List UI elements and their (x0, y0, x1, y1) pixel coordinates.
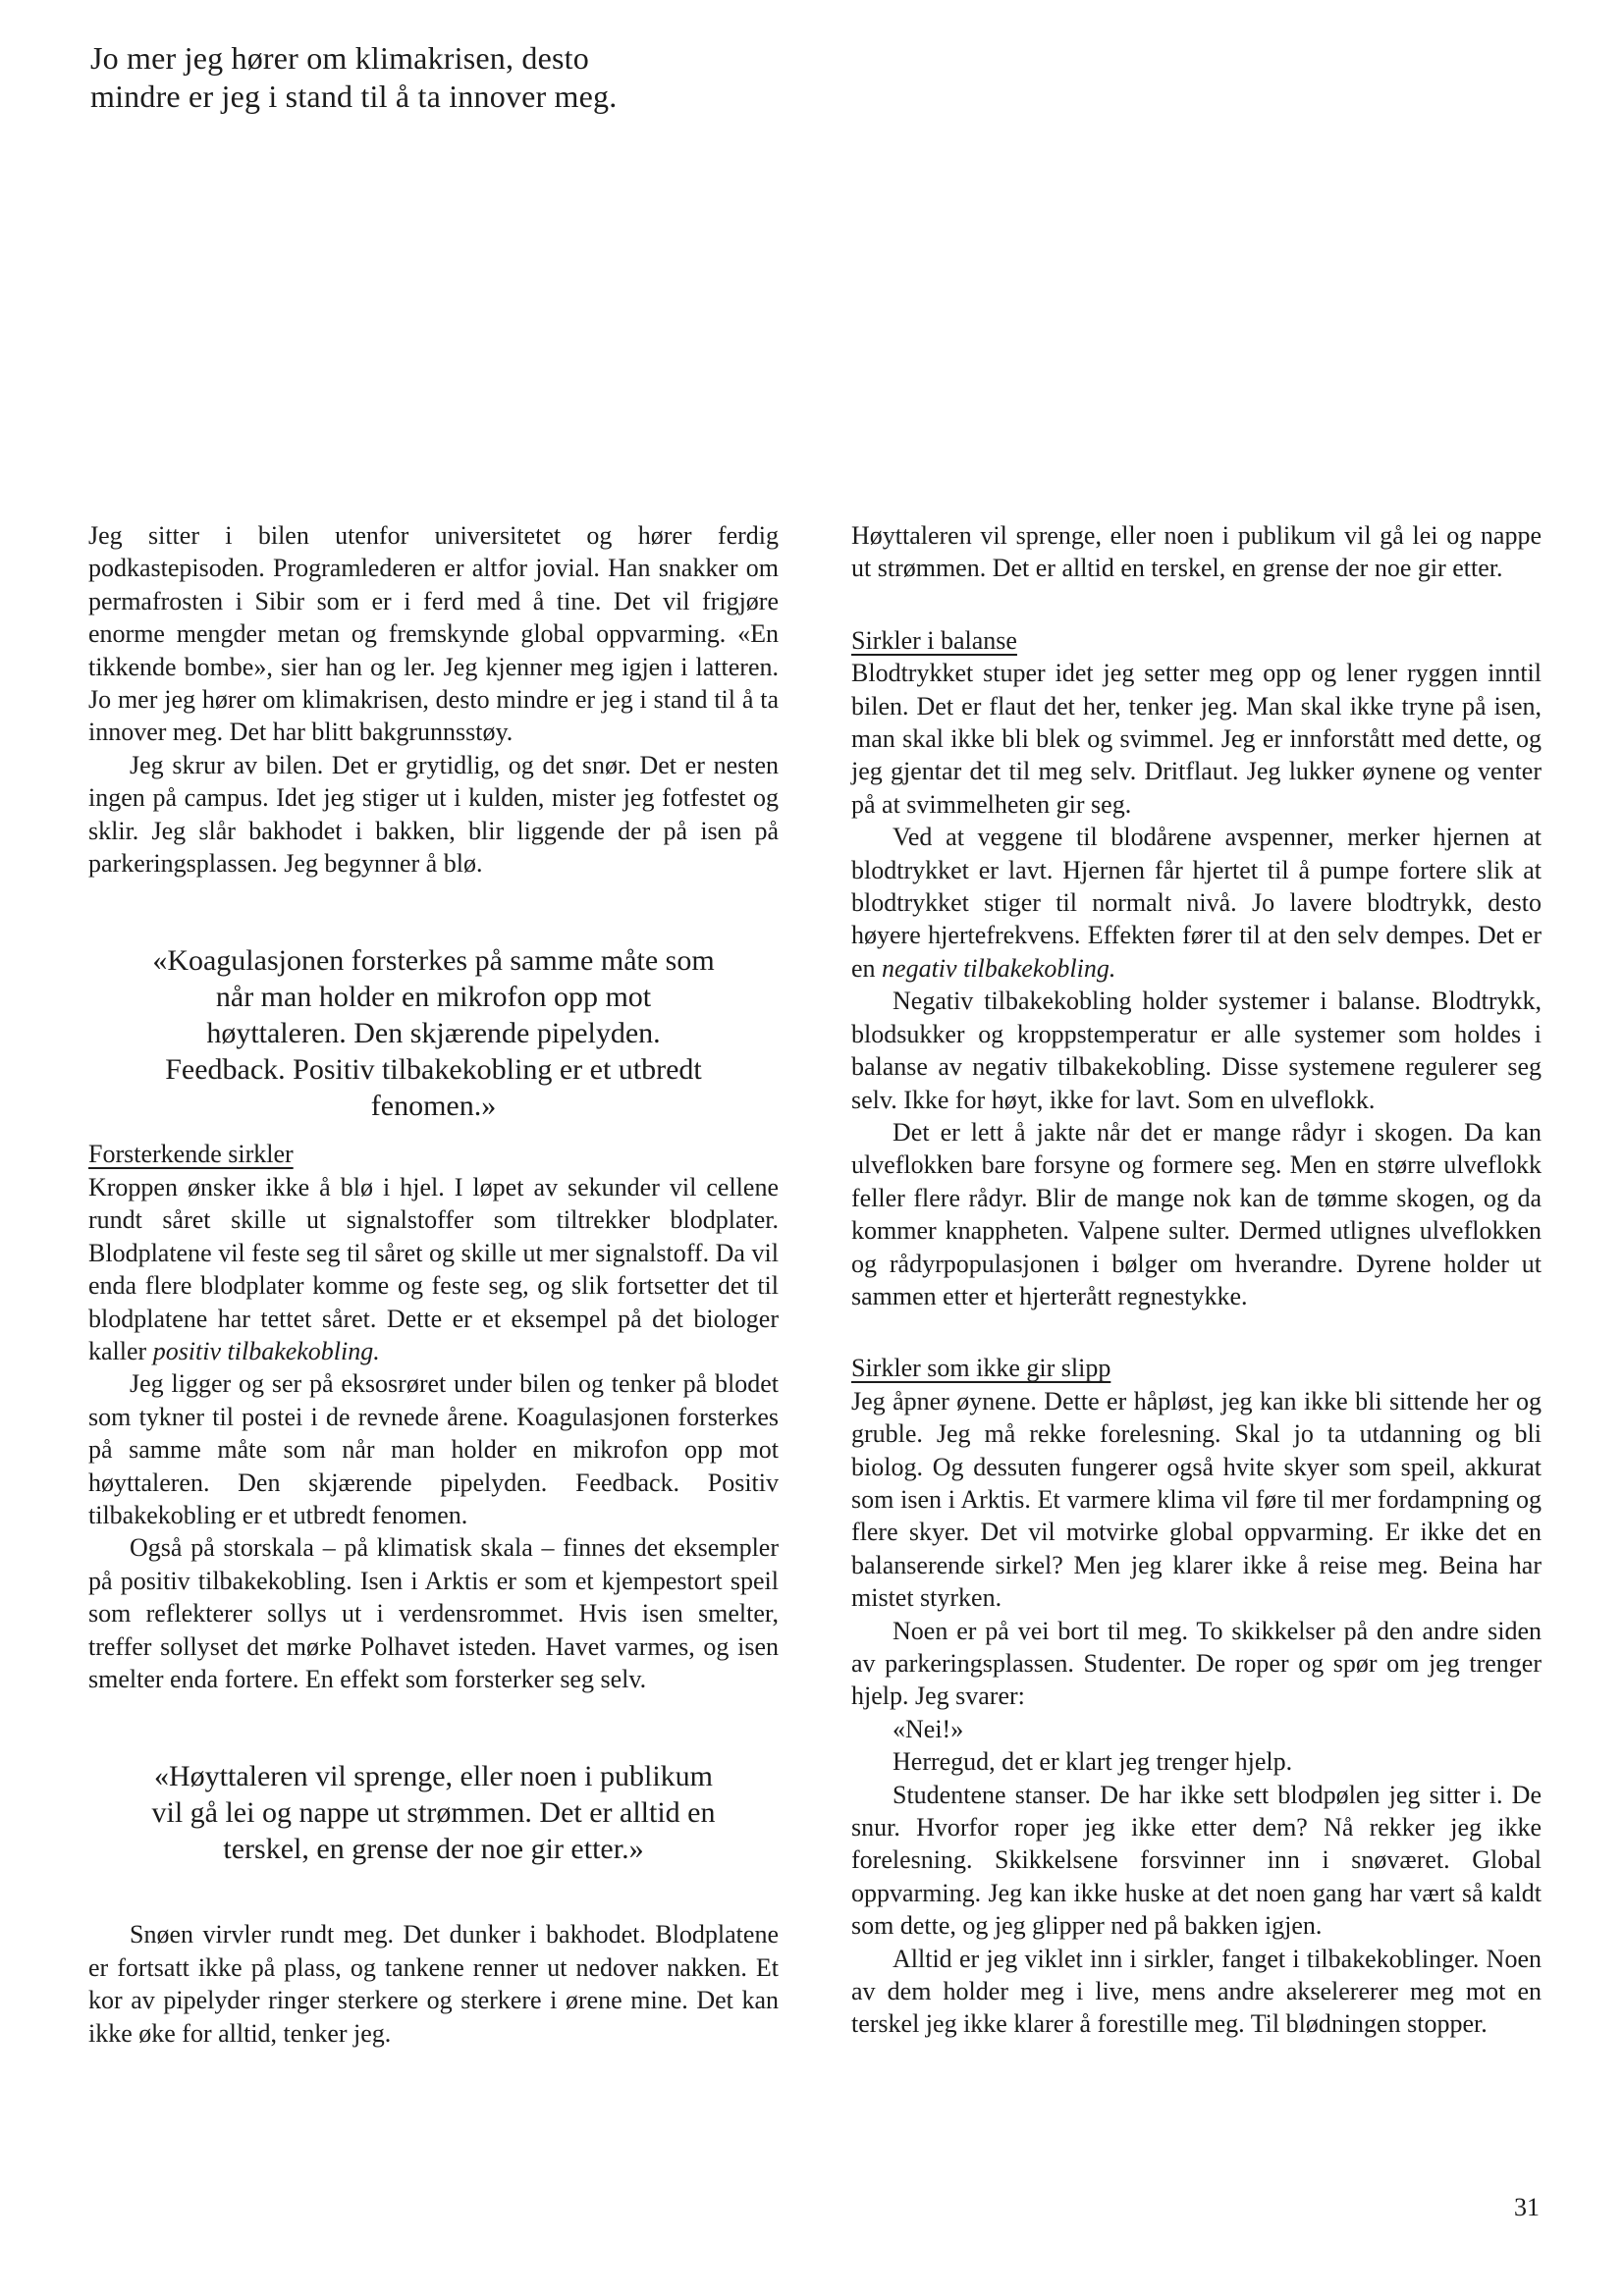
body-paragraph (851, 821, 1542, 985)
body-paragraph (851, 519, 1542, 585)
text-run: Jeg åpner øynene. Dette er håpløst, jeg kan ikke bli sittende her og gruble. Jeg må rekke forelesning. Skal jo ta utdanning og bli biolog. Og dessuten fungerer også hvite skyer som speil, akkurat som isen i Arktis. Et varmere klima vil føre til mer fordampning og flere skyer. Det vil motvirke global oppvarming. Er ikke det en balanserende sirkel? Men jeg klarer ikke å reise meg. Beina har mistet styrken. (851, 1386, 1542, 1613)
body-paragraph (851, 657, 1542, 821)
body-paragraph (851, 1713, 1542, 1745)
text-run: Jeg skrur av bilen. Det er grytidlig, og det snør. Det er nesten ingen på campus. Idet jeg stiger ut i kulden, mister jeg fotfestet og sklir. Jeg slår bakhodet i bakken, blir liggende der på isen på parkeringsplassen. Jeg begynner å blø. (88, 750, 779, 879)
pull-quote-line: fenomen.» (370, 1090, 497, 1123)
headline-line-2: mindre er jeg i stand til å ta innover meg. (90, 79, 618, 114)
text-run: Snøen virvler rundt meg. Det dunker i bakhodet. Blodplatene er fortsatt ikke på plass, og tankene renner ut nedover nakken. Et kor av pipelyder ringer sterkere og sterkere i ørene mine. Det kan ikke øke for alltid, tenker jeg. (88, 1920, 779, 2048)
text-run: Herregud, det er klart jeg trenger hjelp. (893, 1747, 1293, 1777)
pull-quote-line: «Koagulasjonen forsterkes på samme måte som (152, 944, 715, 978)
text-run: Studentene stanser. De har ikke sett blodpølen jeg sitter i. De snur. Hvorfor roper jeg ikke etter dem? Nå rekker jeg ikke forelesning. Skikkelsene forsvinner inn i snøværet. Global oppvarming. Jeg kan ikke huske at det noen gang har vært så kaldt som dette, og jeg glipper ned på bakken igjen. (851, 1780, 1542, 1941)
body-paragraph (88, 1531, 779, 1695)
section-heading: Sirkler som ikke gir slipp (851, 1354, 1111, 1383)
pull-quote-line: Feedback. Positiv tilbakekobling er et utbredt (165, 1053, 702, 1087)
text-run: Negativ tilbakekobling holder systemer i balanse. Blodtrykk, blodsukker og kroppstemperatur er alle systemer som holdes i balanse av negativ tilbakekobling. Disse systemene regulerer seg selv. Ikke for høyt, ikke for lavt. Som en ulveflokk. (851, 987, 1542, 1114)
body-paragraph (851, 1615, 1542, 1713)
page-number: 31 (1514, 2193, 1540, 2221)
body-paragraph (88, 1367, 779, 1531)
article-body (88, 519, 1542, 2050)
italic-text-run: positiv tilbakekobling. (152, 1336, 380, 1365)
text-run: Jeg ligger og ser på eksosrøret under bilen og tenker på blodet som tykner til postei i de revnede årene. Koagulasjonen forsterkes på samme måte som når man holder en mikrofon opp mot høyttaleren. Den skjærende pipelyden. Feedback. Positiv tilbakekobling er et utbredt fenomen. (88, 1369, 779, 1529)
pull-quote (88, 1758, 779, 1867)
column-left (88, 519, 779, 2050)
body-paragraph (88, 519, 779, 749)
body-paragraph (851, 1745, 1542, 1778)
pull-quote-line: når man holder en mikrofon opp mot (215, 981, 652, 1014)
text-run: Kroppen ønsker ikke å blø i hjel. I løpet av sekunder vil cellene rundt såret skille ut signalstoffer som tiltrekker blodplater. Blodplatene vil feste seg til såret og skille ut mer signalstoff. Da vil enda flere blodplater komme og feste seg, og slik fortsetter det til blodplatene har tettet såret. Dette er et eksempel på det biologer kaller (88, 1172, 779, 1365)
text-run: Jeg sitter i bilen utenfor universitetet og hører ferdig podkastepisoden. Programlederen er altfor jovial. Han snakker om permafrosten i Sibir som er i ferd med å tine. Det vil frigjøre enorme mengder metan og fremskynde global oppvarming. «En tikkende bombe», sier han og ler. Jeg kjenner meg igjen i latteren. Jo mer jeg hører om klimakrisen, desto mindre er jeg i stand til å ta innover meg. Det har blitt bakgrunnsstøy. (88, 521, 779, 747)
pull-quote-line: høyttaleren. Den skjærende pipelyden. (206, 1017, 661, 1050)
body-paragraph (88, 1171, 779, 1367)
body-paragraph (851, 985, 1542, 1116)
column-right (851, 519, 1542, 2050)
pull-quote-line: terskel, en grense der noe gir etter.» (223, 1833, 644, 1866)
pull-quote (88, 942, 779, 1124)
article-headline (90, 39, 617, 116)
body-paragraph (851, 1943, 1542, 2041)
body-paragraph (851, 1385, 1542, 1615)
body-paragraph (88, 749, 779, 881)
pull-quote-line: «Høyttaleren vil sprenge, eller noen i publikum (153, 1760, 714, 1793)
italic-text-run: negativ tilbakekobling. (882, 953, 1116, 983)
section-heading: Forsterkende sirkler (88, 1140, 294, 1169)
body-paragraph (851, 1779, 1542, 1943)
text-run: Høyttaleren vil sprenge, eller noen i publikum vil gå lei og nappe ut strømmen. Det er alltid en terskel, en grense der noe gir etter. (851, 521, 1542, 583)
text-run: Også på storskala – på klimatisk skala – finnes det eksempler på positiv tilbakekobling. Isen i Arktis er som et kjempestort speil som reflekterer sollys ut i verdensrommet. Hvis isen smelter, treffer sollyset det mørke Polhavet isteden. Havet varmes, og isen smelter enda fortere. En effekt som forsterker seg selv. (88, 1533, 779, 1693)
pull-quote-line: vil gå lei og nappe ut strømmen. Det er alltid en (151, 1796, 716, 1830)
headline-line-1: Jo mer jeg hører om klimakrisen, desto (90, 40, 589, 76)
text-run: Det er lett å jakte når det er mange rådyr i skogen. Da kan ulveflokken bare forsyne og formere seg. Men en større ulveflokk feller flere rådyr. Blir de mange nok kan de tømme skogen, og da kommer knappheten. Valpene sulter. Dermed utlignes ulveflokken og rådyrpopulasjonen i bølger om hverandre. Dyrene holder ut sammen etter et hjerterått regnestykke. (851, 1117, 1542, 1310)
body-paragraph (851, 1116, 1542, 1312)
section-heading: Sirkler i balanse (851, 625, 1017, 655)
text-run: Blodtrykket stuper idet jeg setter meg opp og lener ryggen inntil bilen. Det er flaut det her, tenker jeg. Man skal ikke tryne på isen, man skal ikke bli blek og svimmel. Jeg er innforstått med dette, og jeg gjentar det til meg selv. Dritflaut. Jeg lukker øynene og venter på at svimmelheten gir seg. (851, 659, 1542, 819)
text-run: Ved at veggene til blodårene avspenner, merker hjernen at blodtrykket er lavt. Hjernen får hjertet til å pumpe fortere slik at blodtrykket stiger til normalt nivå. Jo lavere blodtrykk, desto høyere hjertefrekvens. Effekten fører til at den selv dempes. Det er en (851, 823, 1542, 983)
text-run: «Nei!» (893, 1714, 964, 1743)
body-paragraph (88, 1918, 779, 2050)
text-run: Noen er på vei bort til meg. To skikkelser på den andre siden av parkeringsplassen. Studenter. De roper og spør om jeg trenger hjelp. Jeg svarer: (851, 1616, 1542, 1711)
text-run: Alltid er jeg viklet inn i sirkler, fanget i tilbakekoblinger. Noen av dem holder meg i live, mens andre akselererer meg mot en terskel jeg ikke klarer å forestille meg. Til blødningen stopper. (851, 1944, 1542, 2039)
